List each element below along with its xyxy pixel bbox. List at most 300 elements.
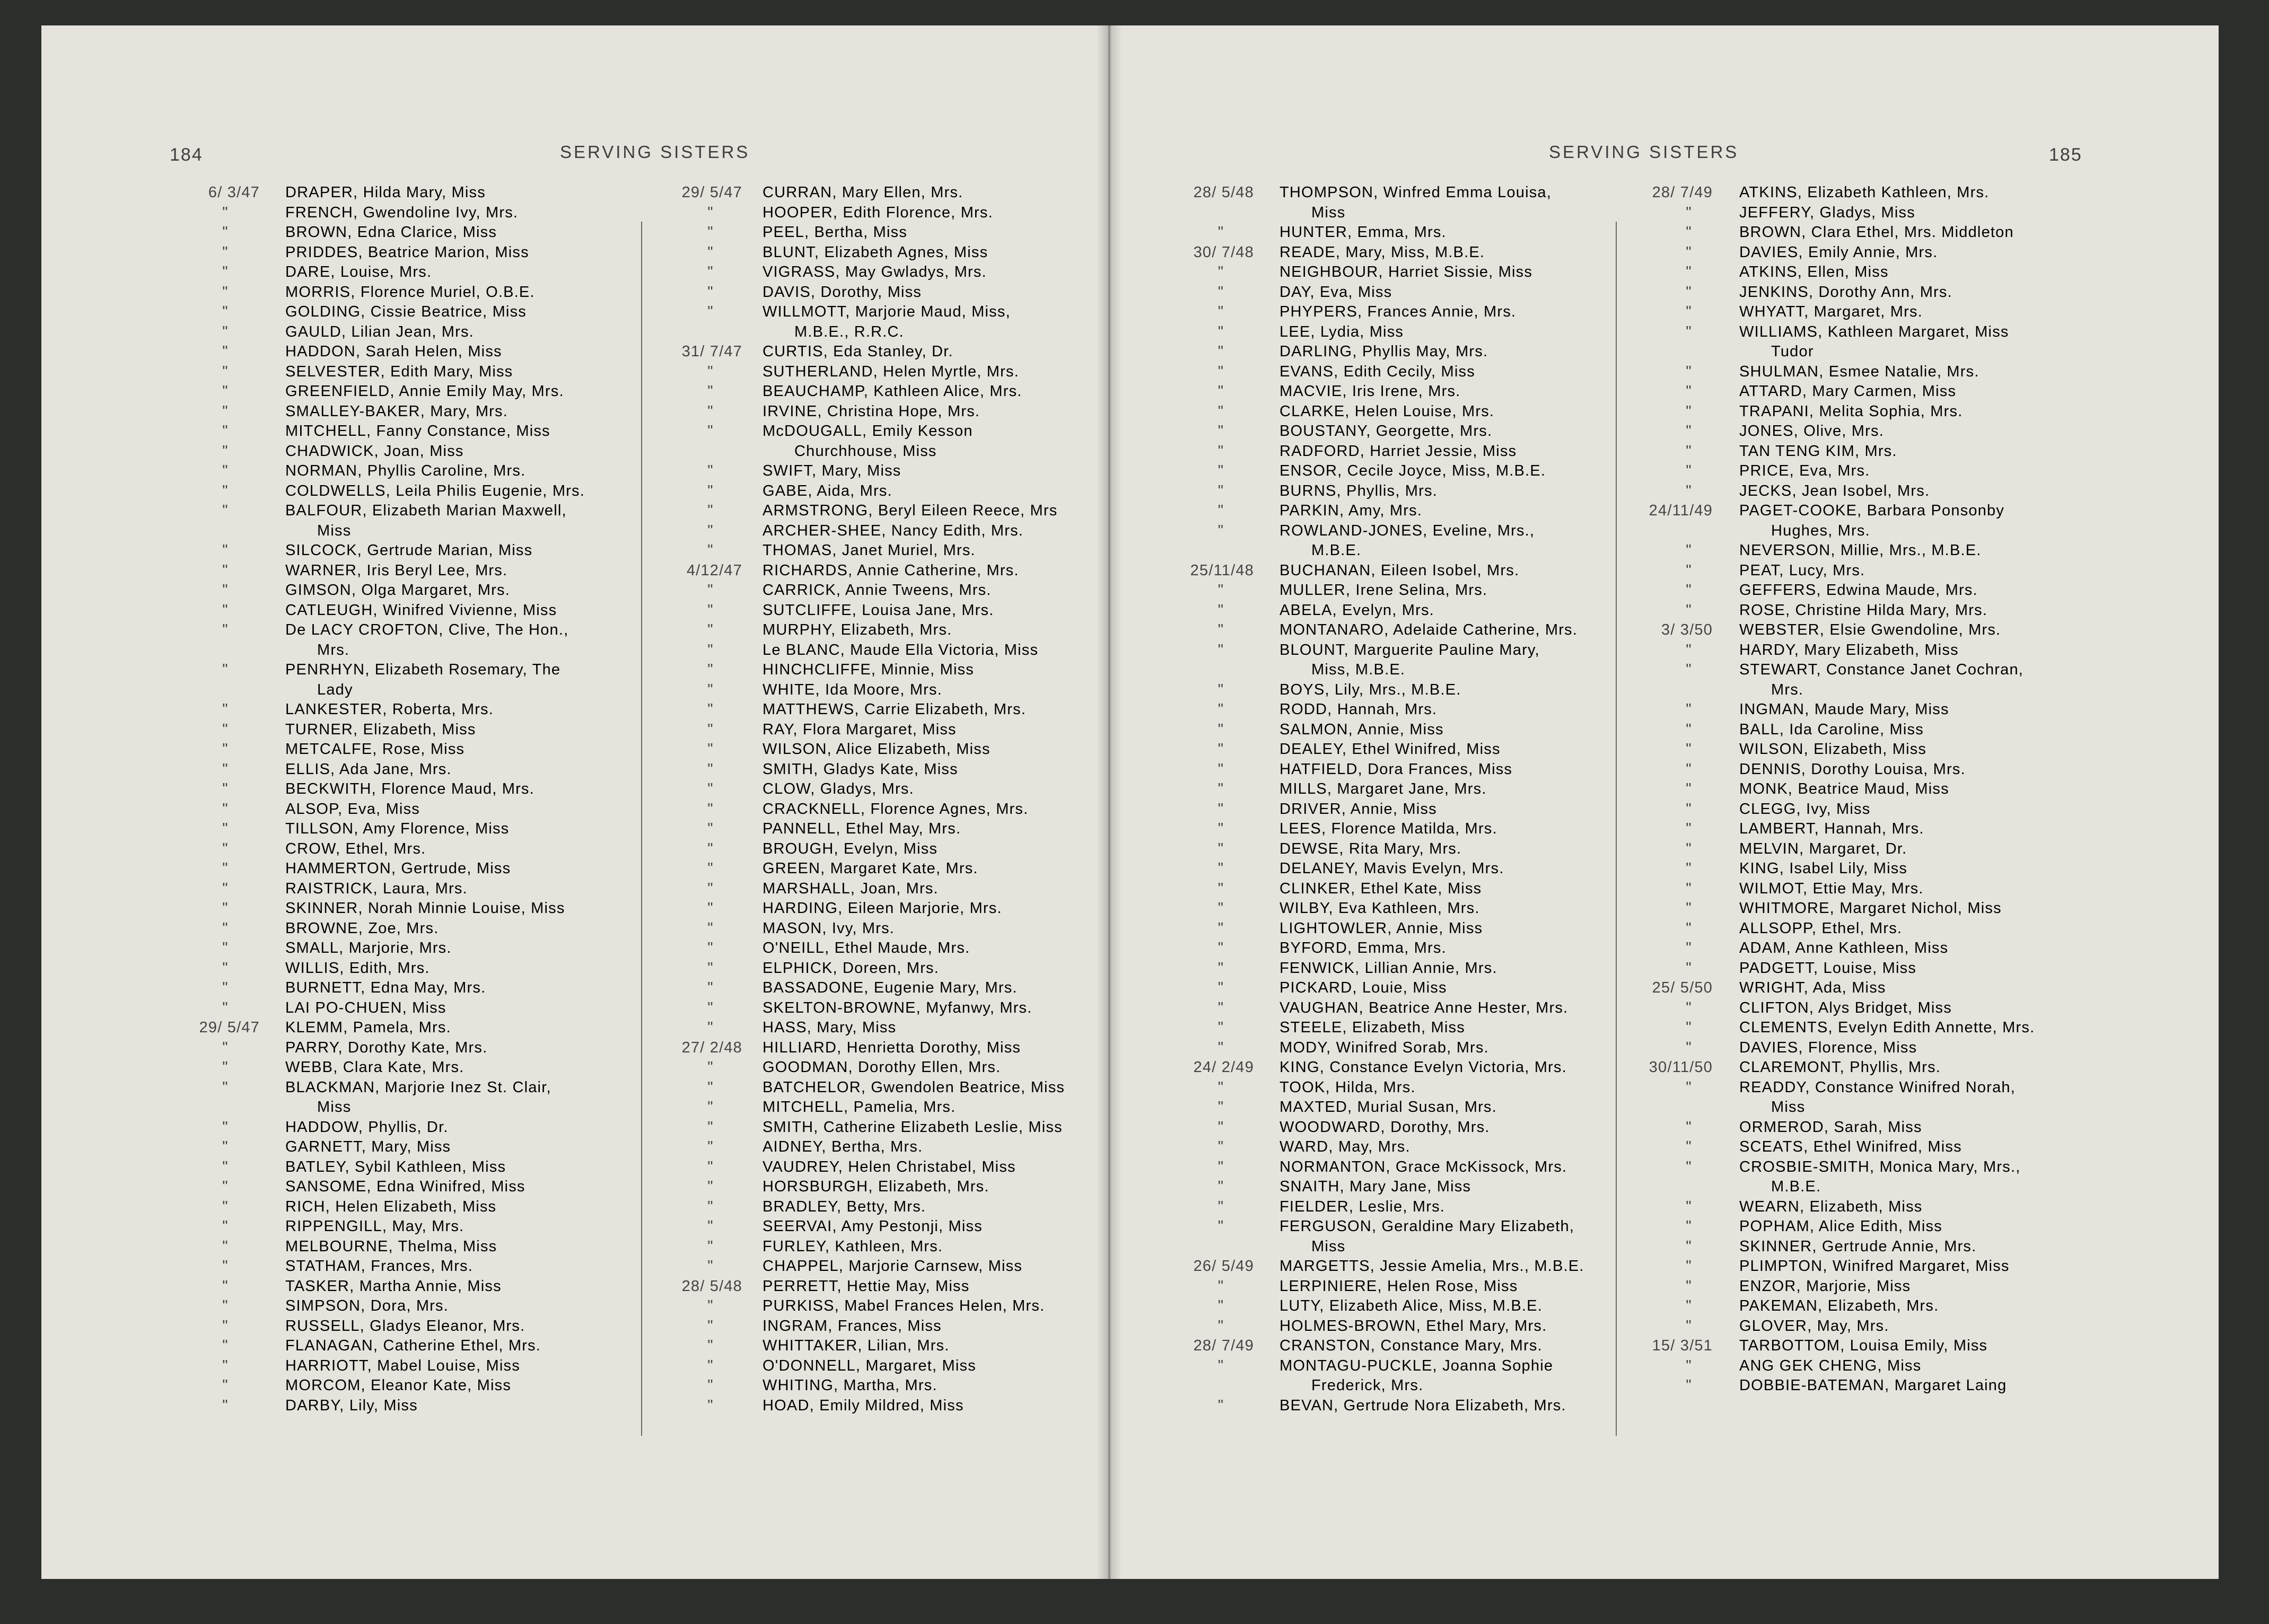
- roll-entry: [170, 203, 704, 223]
- member-name: [285, 978, 704, 998]
- admission-date: ": [222, 1337, 229, 1354]
- admission-date: ": [1217, 721, 1224, 738]
- admission-date: ": [222, 363, 229, 380]
- roll-entry: [170, 1296, 704, 1316]
- admission-date: ": [1217, 641, 1224, 659]
- member-name: [1739, 1356, 2100, 1376]
- admission-date: ": [222, 1277, 229, 1295]
- member-name-line: MONTANARO, Adelaide Catherine, Mrs.: [1280, 621, 1578, 638]
- member-name: [1739, 1137, 2100, 1157]
- member-name-line: MELBOURNE, Thelma, Miss: [285, 1237, 497, 1255]
- roll-entry: [1167, 899, 1645, 919]
- member-name-line: HARDY, Mary Elizabeth, Miss: [1739, 641, 1959, 659]
- roll-entry: [658, 481, 1123, 502]
- admission-date: ": [1686, 1357, 1692, 1374]
- member-name: [285, 760, 704, 780]
- roll-entry: [1644, 700, 2100, 720]
- member-name-line: DARBY, Lily, Miss: [285, 1397, 418, 1414]
- roll-entry: [658, 1118, 1123, 1138]
- roll-entry: [170, 1058, 704, 1078]
- member-name-line: ARMSTRONG, Beryl Eileen Reece, Mrs: [763, 502, 1058, 519]
- roll-entry: [1644, 442, 2100, 462]
- member-name: [1739, 541, 2100, 561]
- admission-date: ": [707, 601, 714, 619]
- member-name-line: TURNER, Elizabeth, Miss: [285, 721, 476, 738]
- admission-date: ": [1686, 999, 1692, 1016]
- member-name-line: CLINKER, Ethel Kate, Miss: [1280, 880, 1482, 897]
- member-name: [1739, 1038, 2100, 1058]
- admission-date: ": [1217, 760, 1224, 778]
- roll-entry: [658, 680, 1123, 700]
- admission-date: ": [222, 900, 229, 917]
- admission-date: ": [222, 482, 229, 499]
- member-name: [1280, 879, 1645, 899]
- member-name: [1739, 1296, 2100, 1316]
- roll-entry: [658, 1018, 1123, 1038]
- member-name-line: GREEN, Margaret Kate, Mrs.: [763, 860, 978, 877]
- admission-date: 24/ 2/49: [1193, 1059, 1254, 1076]
- roll-entry: [658, 938, 1123, 959]
- roll-entry: [1167, 998, 1645, 1019]
- member-name-line: PARRY, Dorothy Kate, Mrs.: [285, 1039, 488, 1056]
- member-name-line: WILSON, Alice Elizabeth, Miss: [763, 741, 991, 758]
- member-name-line: CLEGG, Ivy, Miss: [1739, 800, 1871, 818]
- roll-entry: [658, 1197, 1123, 1217]
- member-name-line: WILBY, Eva Kathleen, Mrs.: [1280, 900, 1480, 917]
- admission-date: 29/ 5/47: [199, 1019, 260, 1036]
- member-name: [285, 1277, 704, 1297]
- member-name-line: CHAPPEL, Marjorie Carnsew, Miss: [763, 1258, 1023, 1275]
- member-name: [763, 541, 1123, 561]
- roll-entry: [170, 1118, 704, 1138]
- member-name-line: SNAITH, Mary Jane, Miss: [1280, 1178, 1471, 1195]
- member-name-line: MORCOM, Eleanor Kate, Miss: [285, 1377, 512, 1394]
- roll-entry: [1644, 959, 2100, 979]
- member-name: [763, 779, 1123, 800]
- roll-entry: [1644, 1137, 2100, 1157]
- member-name-line: CURRAN, Mary Ellen, Mrs.: [763, 184, 963, 201]
- member-name-line: BECKWITH, Florence Maud, Mrs.: [285, 780, 535, 797]
- member-name-line: SCEATS, Ethel Winifred, Miss: [1739, 1138, 1962, 1155]
- admission-date: 25/ 5/50: [1652, 979, 1713, 996]
- member-name: [285, 819, 704, 839]
- admission-date: 6/ 3/47: [208, 184, 260, 201]
- admission-date: ": [707, 800, 714, 818]
- roll-entry: [1644, 879, 2100, 899]
- member-name-line: GAULD, Lilian Jean, Mrs.: [285, 323, 474, 340]
- member-name-line: MODY, Winifred Sorab, Mrs.: [1280, 1039, 1489, 1056]
- admission-date: ": [1217, 264, 1224, 280]
- member-name-line: De LACY CROFTON, Clive, The Hon.,: [285, 621, 569, 638]
- member-name-line: FIELDER, Leslie, Mrs.: [1280, 1198, 1445, 1215]
- roll-entry: [658, 1376, 1123, 1396]
- member-name-line: PENRHYN, Elizabeth Rosemary, The: [285, 661, 561, 678]
- member-name: [1739, 322, 2100, 362]
- member-name: [1280, 978, 1645, 998]
- admission-date: ": [1686, 283, 1692, 301]
- member-name-line: SUTCLIFFE, Louisa Jane, Mrs.: [763, 601, 994, 619]
- roll-entry: [658, 760, 1123, 780]
- member-name: [285, 1018, 704, 1038]
- roll-entry: [1644, 481, 2100, 502]
- admission-date: ": [1686, 919, 1692, 937]
- member-name: [763, 362, 1123, 382]
- member-name: [1739, 800, 2100, 820]
- member-name-line: CROW, Ethel, Mrs.: [285, 840, 426, 857]
- roll-entry: [658, 640, 1123, 661]
- member-name-line: GARNETT, Mary, Miss: [285, 1138, 451, 1155]
- admission-date: 30/11/50: [1649, 1059, 1713, 1076]
- member-name: [1280, 262, 1645, 283]
- member-name: [763, 978, 1123, 998]
- member-name-line: CATLEUGH, Winifred Vivienne, Miss: [285, 601, 557, 619]
- member-name-line: RAISTRICK, Laura, Mrs.: [285, 880, 468, 897]
- admission-date: ": [1217, 681, 1224, 698]
- roll-entry: [658, 1237, 1123, 1257]
- roll-entry: [1167, 1356, 1645, 1396]
- member-name-line: SWIFT, Mary, Miss: [763, 462, 901, 479]
- member-name-line: RICH, Helen Elizabeth, Miss: [285, 1198, 497, 1215]
- member-name: [1739, 1157, 2100, 1197]
- roll-entry: [1167, 819, 1645, 839]
- roll-entry: [1644, 1058, 2100, 1078]
- roll-entry: [1167, 481, 1645, 502]
- roll-entry: [658, 1058, 1123, 1078]
- member-name-line: BLUNT, Elizabeth Agnes, Miss: [763, 243, 988, 261]
- member-name: [763, 283, 1123, 303]
- roll-entry: [170, 283, 704, 303]
- admission-date: ": [1686, 204, 1692, 221]
- admission-date: ": [1686, 601, 1692, 619]
- admission-date: ": [1686, 940, 1692, 956]
- admission-date: 29/ 5/47: [681, 184, 742, 201]
- roll-entry: [658, 978, 1123, 998]
- admission-date: ": [1686, 1118, 1692, 1136]
- roll-entry: [1167, 1217, 1645, 1257]
- member-name-line: ALLSOPP, Ethel, Mrs.: [1739, 919, 1903, 937]
- roll-entry: [170, 461, 704, 481]
- member-name-continuation: Miss: [1311, 204, 1346, 221]
- admission-date: ": [222, 442, 229, 460]
- member-name: [285, 362, 704, 382]
- admission-date: ": [707, 681, 714, 698]
- member-name: [285, 1237, 704, 1257]
- member-name: [1739, 998, 2100, 1019]
- entries-column: [658, 183, 1123, 1416]
- member-name: [1280, 1197, 1645, 1217]
- admission-date: ": [1217, 283, 1224, 301]
- admission-date: ": [1686, 840, 1692, 857]
- entries-column: [1167, 183, 1645, 1416]
- admission-date: 15/ 3/51: [1652, 1337, 1713, 1354]
- admission-date: ": [1217, 1397, 1224, 1414]
- member-name: [763, 1277, 1123, 1297]
- member-name-line: LAMBERT, Hannah, Mrs.: [1739, 820, 1924, 837]
- member-name: [1280, 223, 1645, 243]
- member-name: [1280, 760, 1645, 780]
- member-name: [285, 541, 704, 561]
- member-name: [285, 1177, 704, 1197]
- member-name-line: ELLIS, Ada Jane, Mrs.: [285, 760, 452, 778]
- roll-entry: [1167, 1316, 1645, 1337]
- admission-date: ": [707, 840, 714, 857]
- member-name-line: CLAREMONT, Phyllis, Mrs.: [1739, 1059, 1941, 1076]
- admission-date: ": [1686, 1218, 1692, 1235]
- member-name-continuation: Miss: [1771, 1099, 1806, 1116]
- admission-date: ": [222, 760, 229, 778]
- roll-entry: [170, 561, 704, 581]
- admission-date: ": [707, 741, 714, 758]
- member-name: [763, 342, 1123, 362]
- member-name: [1739, 402, 2100, 422]
- member-name: [1739, 839, 2100, 859]
- member-name: [763, 1197, 1123, 1217]
- admission-date: ": [1686, 1198, 1692, 1215]
- roll-entry: [1167, 720, 1645, 740]
- admission-date: ": [707, 224, 714, 241]
- admission-date: ": [222, 880, 229, 897]
- roll-entry: [658, 1316, 1123, 1337]
- roll-entry: [170, 700, 704, 720]
- roll-entry: [1167, 1396, 1645, 1416]
- admission-date: ": [1686, 1297, 1692, 1314]
- roll-entry: [1167, 521, 1645, 561]
- roll-entry: [1167, 183, 1645, 223]
- admission-date: 4/12/47: [686, 561, 742, 579]
- roll-entry: [170, 342, 704, 362]
- roll-entry: [1644, 541, 2100, 561]
- admission-date: ": [222, 582, 229, 599]
- admission-date: ": [1217, 522, 1224, 539]
- roll-entry: [170, 422, 704, 442]
- admission-date: ": [707, 582, 714, 599]
- member-name: [763, 262, 1123, 283]
- member-name-line: BURNETT, Edna May, Mrs.: [285, 979, 486, 996]
- roll-entry: [170, 1197, 704, 1217]
- admission-date: ": [707, 1317, 714, 1335]
- member-name-line: CRACKNELL, Florence Agnes, Mrs.: [763, 800, 1029, 818]
- admission-date: ": [707, 502, 714, 519]
- admission-date: ": [1217, 1019, 1224, 1036]
- roll-entry: [1167, 402, 1645, 422]
- roll-entry: [658, 720, 1123, 740]
- member-name-line: RAY, Flora Margaret, Miss: [763, 721, 957, 738]
- member-name-continuation: Miss, M.B.E.: [1311, 661, 1406, 678]
- member-name: [763, 740, 1123, 760]
- member-name-line: NEIGHBOUR, Harriet Sissie, Miss: [1280, 264, 1533, 280]
- roll-entry: [658, 859, 1123, 879]
- admission-date: ": [707, 482, 714, 499]
- member-name-line: KING, Constance Evelyn Victoria, Mrs.: [1280, 1059, 1567, 1076]
- roll-entry: [1644, 1018, 2100, 1038]
- admission-date: 3/ 3/50: [1661, 621, 1713, 638]
- member-name-line: DENNIS, Dorothy Louisa, Mrs.: [1739, 760, 1966, 778]
- member-name: [1739, 1018, 2100, 1038]
- member-name-line: BUCHANAN, Eileen Isobel, Mrs.: [1280, 561, 1520, 579]
- roll-entry: [1644, 1038, 2100, 1058]
- member-name: [763, 601, 1123, 621]
- member-name-line: CARRICK, Annie Tweens, Mrs.: [763, 582, 992, 599]
- admission-date: ": [222, 860, 229, 877]
- member-name: [763, 203, 1123, 223]
- admission-date: ": [707, 999, 714, 1016]
- admission-date: ": [707, 621, 714, 638]
- member-name: [285, 720, 704, 740]
- admission-date: ": [1217, 1078, 1224, 1096]
- member-name: [1739, 501, 2100, 541]
- member-name: [763, 998, 1123, 1019]
- member-name: [1280, 959, 1645, 979]
- member-name-line: WHYATT, Margaret, Mrs.: [1739, 303, 1923, 320]
- roll-entry: [1644, 601, 2100, 621]
- member-name: [1739, 959, 2100, 979]
- admission-date: ": [707, 1218, 714, 1235]
- member-name-line: ATKINS, Elizabeth Kathleen, Mrs.: [1739, 184, 1990, 201]
- member-name: [285, 1356, 704, 1376]
- admission-date: ": [222, 1237, 229, 1255]
- admission-date: ": [707, 1158, 714, 1175]
- roll-entry: [170, 740, 704, 760]
- admission-date: 28/ 7/49: [1193, 1337, 1254, 1354]
- roll-entry: [1644, 1237, 2100, 1257]
- admission-date: ": [1686, 462, 1692, 479]
- member-name-line: PARKIN, Amy, Mrs.: [1280, 502, 1423, 519]
- member-name: [1739, 978, 2100, 998]
- member-name-line: HOLMES-BROWN, Ethel Mary, Mrs.: [1280, 1317, 1547, 1335]
- member-name: [1739, 1197, 2100, 1217]
- member-name-line: CHADWICK, Joan, Miss: [285, 442, 464, 460]
- roll-entry: [1644, 1336, 2100, 1356]
- roll-entry: [1167, 1058, 1645, 1078]
- member-name-line: WEARN, Elizabeth, Miss: [1739, 1198, 1923, 1215]
- member-name-line: BALFOUR, Elizabeth Marian Maxwell,: [285, 502, 567, 519]
- roll-entry: [1167, 700, 1645, 720]
- admission-date: ": [1217, 482, 1224, 499]
- member-name-line: PURKISS, Mabel Frances Helen, Mrs.: [763, 1297, 1045, 1314]
- member-name: [1739, 660, 2100, 700]
- roll-entry: [1644, 243, 2100, 263]
- member-name-line: HASS, Mary, Miss: [763, 1019, 897, 1036]
- admission-date: ": [707, 1099, 714, 1116]
- member-name-line: DAVIS, Dorothy, Miss: [763, 283, 922, 301]
- member-name: [763, 1336, 1123, 1356]
- member-name: [1280, 342, 1645, 362]
- member-name-line: LERPINIERE, Helen Rose, Miss: [1280, 1277, 1518, 1295]
- member-name-line: HATFIELD, Dora Frances, Miss: [1280, 760, 1513, 778]
- member-name: [763, 919, 1123, 939]
- member-name-line: ELPHICK, Doreen, Mrs.: [763, 959, 940, 977]
- roll-entry: [658, 1277, 1123, 1297]
- member-name-line: FRENCH, Gwendoline Ivy, Mrs.: [285, 204, 519, 221]
- member-name-line: ABELA, Evelyn, Mrs.: [1280, 601, 1434, 619]
- roll-entry: [170, 1217, 704, 1237]
- page-number: 185: [2049, 145, 2082, 165]
- member-name-line: EVANS, Edith Cecily, Miss: [1280, 363, 1475, 380]
- roll-entry: [170, 819, 704, 839]
- member-name-line: PLIMPTON, Winifred Margaret, Miss: [1739, 1258, 2010, 1275]
- member-name-line: HAMMERTON, Gertrude, Miss: [285, 860, 511, 877]
- member-name: [1280, 1058, 1645, 1078]
- admission-date: ": [1686, 1078, 1692, 1096]
- member-name-line: RODD, Hannah, Mrs.: [1280, 701, 1438, 718]
- member-name-line: NORMAN, Phyllis Caroline, Mrs.: [285, 462, 526, 479]
- member-name-line: MAXTED, Murial Susan, Mrs.: [1280, 1099, 1497, 1116]
- member-name-line: DEALEY, Ethel Winifred, Miss: [1280, 741, 1501, 758]
- admission-date: ": [707, 900, 714, 917]
- member-name-line: CLARKE, Helen Louise, Mrs.: [1280, 402, 1495, 420]
- member-name: [1739, 859, 2100, 879]
- admission-date: ": [1217, 820, 1224, 837]
- member-name-line: BROWN, Edna Clarice, Miss: [285, 224, 497, 241]
- member-name-line: PRICE, Eva, Mrs.: [1739, 462, 1870, 479]
- roll-entry: [1644, 978, 2100, 998]
- entries-column: [170, 183, 704, 1416]
- roll-entry: [170, 1257, 704, 1277]
- admission-date: ": [222, 1078, 229, 1096]
- member-name: [1739, 1237, 2100, 1257]
- admission-date: 25/11/48: [1190, 561, 1254, 579]
- roll-entry: [1644, 800, 2100, 820]
- member-name-line: BEVAN, Gertrude Nora Elizabeth, Mrs.: [1280, 1397, 1566, 1414]
- member-name-continuation: Lady: [317, 681, 353, 698]
- roll-entry: [170, 362, 704, 382]
- member-name-line: MATTHEWS, Carrie Elizabeth, Mrs.: [763, 701, 1027, 718]
- admission-date: ": [1217, 919, 1224, 937]
- admission-date: ": [1686, 224, 1692, 241]
- member-name-line: BRADLEY, Betty, Mrs.: [763, 1198, 926, 1215]
- roll-entry: [658, 620, 1123, 640]
- member-name-continuation: Churchhouse, Miss: [794, 442, 937, 460]
- member-name-line: TOOK, Hilda, Mrs.: [1280, 1078, 1416, 1096]
- roll-entry: [658, 541, 1123, 561]
- member-name: [1280, 1118, 1645, 1138]
- roll-entry: [658, 183, 1123, 203]
- roll-entry: [658, 660, 1123, 680]
- admission-date: ": [1217, 701, 1224, 718]
- member-name: [1280, 1217, 1645, 1257]
- member-name: [1280, 938, 1645, 959]
- roll-entry: [1167, 561, 1645, 581]
- member-name-line: STATHAM, Frances, Mrs.: [285, 1258, 474, 1275]
- member-name-line: CURTIS, Eda Stanley, Dr.: [763, 343, 953, 360]
- member-name-line: MELVIN, Margaret, Dr.: [1739, 840, 1907, 857]
- member-name-line: SELVESTER, Edith Mary, Miss: [285, 363, 513, 380]
- member-name-line: MARSHALL, Joan, Mrs.: [763, 880, 939, 897]
- member-name-line: ARCHER-SHEE, Nancy Edith, Mrs.: [763, 522, 1024, 539]
- admission-date: ": [1217, 442, 1224, 460]
- member-name: [1280, 899, 1645, 919]
- roll-entry: [658, 402, 1123, 422]
- roll-entry: [170, 959, 704, 979]
- member-name-line: TASKER, Martha Annie, Miss: [285, 1277, 502, 1295]
- roll-entry: [1644, 461, 2100, 481]
- admission-date: ": [707, 979, 714, 996]
- member-name: [1739, 1376, 2100, 1396]
- admission-date: ": [222, 224, 229, 241]
- admission-date: ": [1686, 1158, 1692, 1175]
- member-name: [285, 938, 704, 959]
- roll-entry: [658, 959, 1123, 979]
- admission-date: ": [1686, 959, 1692, 977]
- roll-entry: [170, 1018, 704, 1038]
- member-name-line: McDOUGALL, Emily Kesson: [763, 423, 973, 440]
- member-name: [1739, 1217, 2100, 1237]
- admission-date: ": [707, 940, 714, 956]
- member-name-line: NEVERSON, Millie, Mrs., M.B.E.: [1739, 542, 1982, 559]
- admission-date: ": [1686, 1237, 1692, 1255]
- roll-entry: [1644, 998, 2100, 1019]
- member-name-line: MACVIE, Iris Irene, Mrs.: [1280, 383, 1461, 400]
